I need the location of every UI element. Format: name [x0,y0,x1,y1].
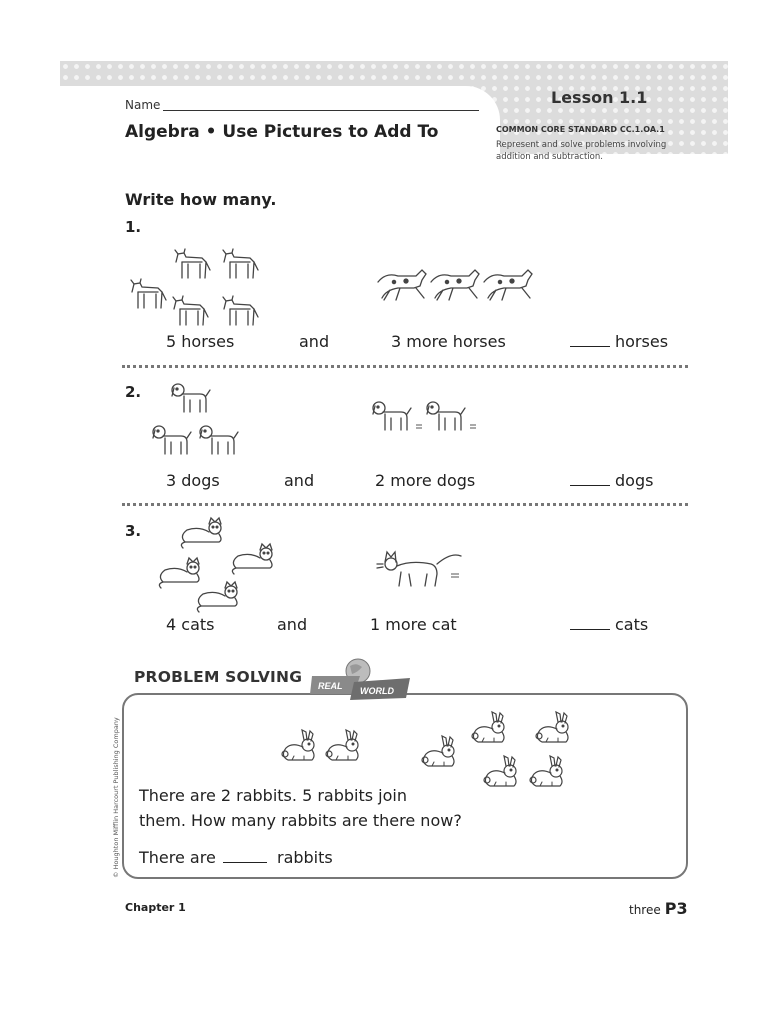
start-amount: 4 cats [166,615,215,634]
dog-icon [427,402,465,430]
horse-illustrations [122,240,542,335]
dog-icon [373,402,411,430]
cat-icon [197,582,237,612]
rabbit-icon [472,712,504,742]
horse-icon [131,279,166,308]
problem-number: 2. [125,383,142,401]
problem-number: 1. [125,218,142,236]
page-title: Algebra • Use Pictures to Add To [125,122,439,142]
rabbit-icon [536,712,568,742]
problem-solving-banner: PROBLEM SOLVING [134,668,303,686]
rabbit-illustrations [278,706,578,792]
horse-icon [223,249,258,278]
horse-icon [431,270,479,300]
page-code: P3 [664,899,688,918]
rabbit-icon [530,756,562,786]
more-amount: 2 more dogs [375,471,476,490]
start-amount: 5 horses [166,332,235,351]
problem-number: 3. [125,522,142,540]
rabbit-icon [326,730,358,760]
word-problem-line-1: There are 2 rabbits. 5 rabbits join [139,786,407,805]
and-label: and [277,615,308,634]
dog-icon [200,426,238,454]
real-world-badge [310,654,414,702]
rabbit-icon [282,730,314,760]
answer-blank[interactable] [570,346,610,347]
dog-icon [172,384,210,412]
name-field-line [163,110,479,111]
standard-title: COMMON CORE STANDARD CC.1.OA.1 [496,125,665,134]
rabbit-icon [484,756,516,786]
cat-icon [377,552,461,586]
lesson-number: Lesson 1.1 [551,88,648,107]
rabbit-icon [422,736,454,766]
page-number [629,899,688,918]
dog-illustrations [148,380,488,460]
start-amount: 3 dogs [166,471,220,490]
word-problem-line-2: them. How many rabbits are there now? [139,811,462,830]
answer-unit: cats [615,615,649,634]
horse-icon [175,249,210,278]
section-divider [122,365,688,368]
and-label: and [284,471,315,490]
answer-blank[interactable] [570,629,610,630]
horse-icon [223,296,258,325]
horse-icon [378,270,426,300]
cat-icon [159,558,199,588]
page-word: three [629,903,661,917]
answer-prefix: There are [139,848,216,867]
instructions: Write how many. [125,190,277,209]
more-amount: 1 more cat [370,615,457,634]
cat-icon [181,518,221,548]
answer-suffix: rabbits [276,848,333,867]
name-label: Name [125,98,161,112]
chapter-label: Chapter 1 [125,901,186,914]
dog-icon [153,426,191,454]
header-panel [60,86,500,154]
horse-icon [484,270,532,300]
horse-icon [173,296,208,325]
cat-icon [232,544,272,574]
standard-description: Represent and solve problems involving addition and subtraction. [496,140,667,162]
answer-blank[interactable] [570,485,610,486]
and-label: and [299,332,330,351]
badge-world-text: WORLD [360,686,394,696]
answer-unit: dogs [615,471,654,490]
answer-unit: horses [615,332,669,351]
badge-real-text: REAL [318,681,343,691]
more-amount: 3 more horses [391,332,506,351]
section-divider [122,503,688,506]
cat-illustrations [155,512,475,612]
copyright-note: © Houghton Mifflin Harcourt Publishing Company [112,717,120,878]
answer-blank[interactable] [223,862,267,863]
